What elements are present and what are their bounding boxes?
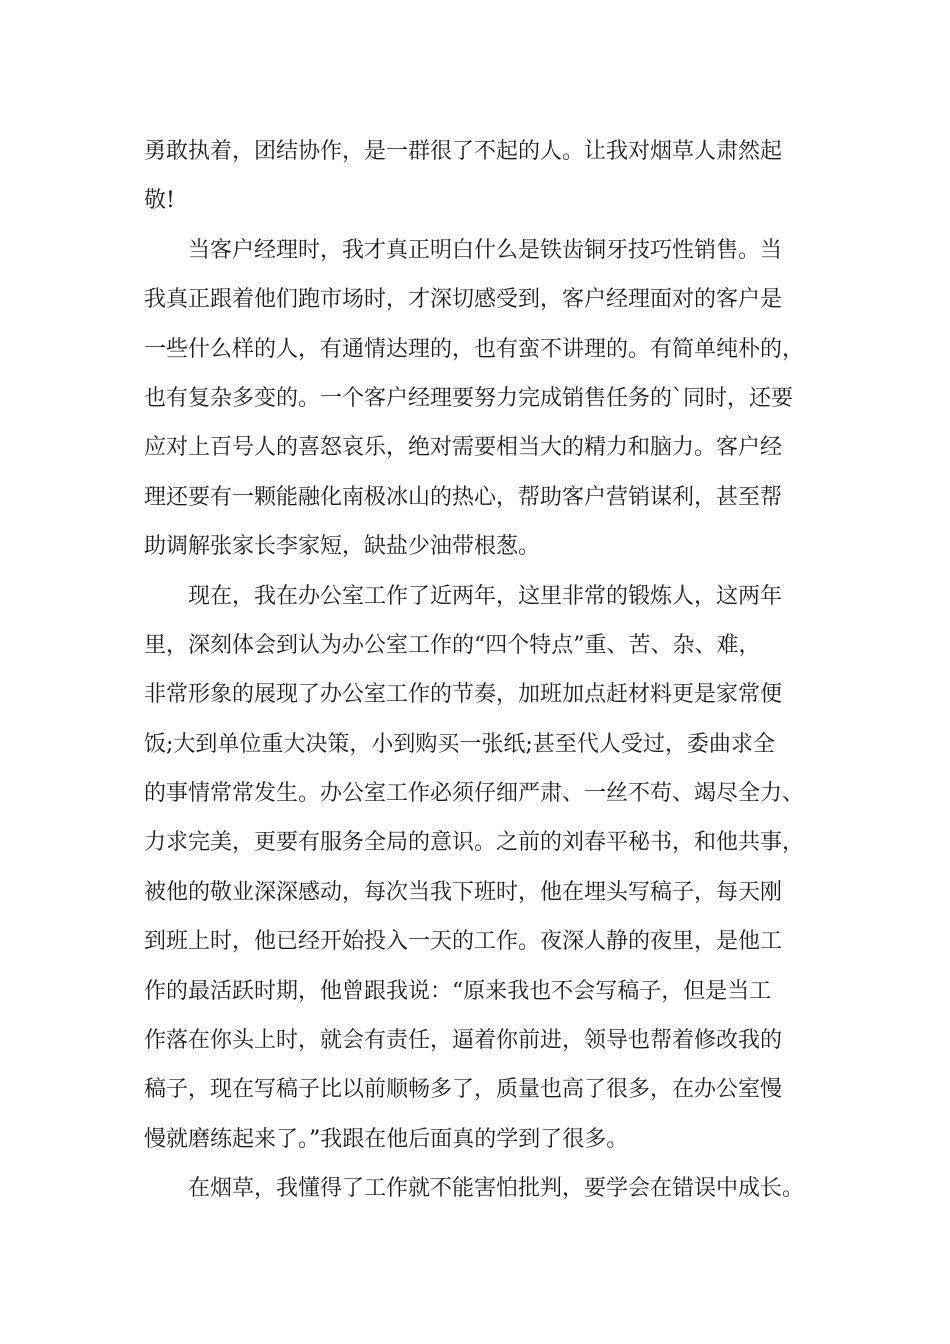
text-line: 稿子，现在写稿子比以前顺畅多了，质量也高了很多，在办公室慢 — [144, 1077, 783, 1103]
text-line: 在烟草，我懂得了工作就不能害怕批判，要学会在错误中成长。 — [188, 1176, 805, 1202]
text-line: 作落在你头上时，就会有责任，逼着你前进，领导也帮着修改我的 — [144, 1028, 783, 1054]
document-body — [144, 127, 844, 1214]
text-line: 作的最活跃时期，他曾跟我说：“原来我也不会写稿子，但是当工 — [144, 978, 772, 1004]
text-line: 理还要有一颗能融化南极冰山的热心，帮助客户营销谋利，甚至帮 — [144, 484, 783, 510]
paragraph-3 — [144, 572, 844, 1165]
text-line: 敬! — [144, 188, 175, 214]
paragraph-2 — [144, 226, 844, 572]
text-line: 里，深刻体会到认为办公室工作的“四个特点”重、苦、杂、难， — [144, 632, 761, 658]
text-line: 慢就磨练起来了。”我跟在他后面真的学到了很多。 — [144, 1126, 629, 1152]
paragraph-1 — [144, 127, 844, 226]
text-line: 我真正跟着他们跑市场时，才深切感受到，客户经理面对的客户是 — [144, 287, 783, 313]
text-line: 应对上百号人的喜怒哀乐，绝对需要相当大的精力和脑力。客户经 — [144, 435, 783, 461]
text-line: 到班上时，他已经开始投入一天的工作。夜深人静的夜里，是他工 — [144, 929, 783, 955]
text-line: 被他的敬业深深感动，每次当我下班时，他在埋头写稿子，每天刚 — [144, 879, 783, 905]
text-line: 当客户经理时，我才真正明白什么是铁齿铜牙技巧性销售。当 — [188, 237, 783, 263]
text-line: 饭;大到单位重大决策，小到购买一张纸;甚至代人受过，委曲求全 — [144, 731, 775, 757]
text-line: 现在，我在办公室工作了近两年，这里非常的锻炼人，这两年 — [188, 583, 783, 609]
text-line: 也有复杂多变的。一个客户经理要努力完成销售任务的`同时，还要 — [144, 385, 794, 411]
text-line: 助调解张家长李家短，缺盐少油带根葱。 — [144, 534, 541, 560]
text-line: 勇敢执着，团结协作，是一群很了不起的人。让我对烟草人肃然起 — [144, 139, 783, 164]
paragraph-4 — [144, 1164, 844, 1213]
text-line: 的事情常常发生。办公室工作必须仔细严肃、一丝不苟、竭尽全力、 — [144, 781, 805, 807]
text-line: 力求完美，更要有服务全局的意识。之前的刘春平秘书，和他共事， — [144, 830, 805, 856]
text-line: 一些什么样的人，有通情达理的，也有蛮不讲理的。有简单纯朴的， — [144, 336, 805, 362]
text-line: 非常形象的展现了办公室工作的节奏，加班加点赶材料更是家常便 — [144, 682, 783, 708]
